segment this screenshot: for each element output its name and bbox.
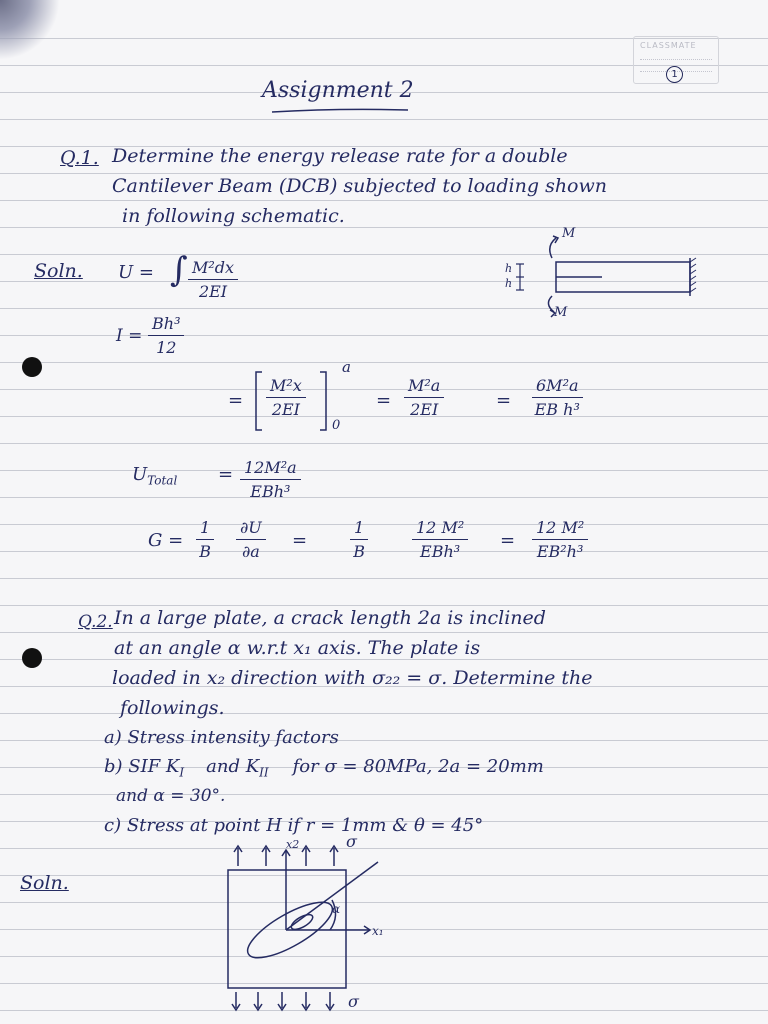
g-f1-denominator: B — [199, 542, 211, 561]
utotal-denominator: EBh³ — [250, 482, 291, 501]
g-f2-numerator: ∂U — [236, 518, 266, 540]
q2-part-a: a) Stress intensity factors — [104, 727, 339, 748]
g-f4-denominator: EBh³ — [420, 542, 461, 561]
utotal-symbol: U — [132, 464, 148, 485]
alpha-label: α — [332, 902, 341, 916]
step2-equals: = — [228, 390, 244, 411]
stamp-brand: CLASSMATE — [640, 41, 697, 50]
g-f3-numerator: 1 — [350, 518, 368, 540]
g-f4-numerator: 12 M² — [412, 518, 468, 540]
sigma-top-label: σ — [346, 832, 357, 851]
i-numerator: Bh³ — [148, 314, 184, 336]
page-number: 1 — [666, 66, 683, 83]
g-f2-denominator: ∂a — [241, 542, 260, 561]
g-f1-numerator: 1 — [196, 518, 214, 540]
q1-line: Cantilever Beam (DCB) subjected to loading shown — [112, 175, 607, 197]
step4-numerator: 6M²a — [532, 376, 583, 398]
q2-label: Q.2. — [78, 612, 113, 632]
limit-upper: a — [342, 358, 351, 376]
step3-denominator: 2EI — [410, 400, 439, 419]
q1-label: Q.1. — [60, 147, 99, 169]
dim-upper-label: h — [505, 262, 513, 275]
moment-top-label: M — [562, 226, 576, 241]
q2-b-and: and K — [206, 756, 260, 777]
q2-line: loaded in x₂ direction with σ₂₂ = σ. Determine the — [112, 667, 593, 689]
sigma-bottom-label: σ — [348, 992, 359, 1011]
q2-b-sub2: II — [259, 765, 269, 780]
utotal-equals: = — [218, 464, 234, 485]
step2-numerator: M²x — [266, 376, 306, 398]
q2-b-main: b) SIF K — [104, 756, 180, 777]
g-f5-numerator: 12 M² — [532, 518, 588, 540]
utotal-subscript: Total — [147, 473, 178, 488]
i-denominator: 12 — [156, 338, 177, 357]
step4-equals: = — [496, 390, 512, 411]
q2-part-c: c) Stress at point H if r = 1mm & θ = 45° — [104, 815, 484, 836]
i-lhs: I = — [116, 326, 143, 346]
x2-axis-label: x2 — [286, 838, 300, 851]
g-f5-denominator: EB²h³ — [536, 542, 584, 561]
g-lhs: G = — [148, 530, 184, 551]
g-equals-2: = — [292, 530, 308, 551]
q1-line: in following schematic. — [122, 205, 345, 227]
q2-line: In a large plate, a crack length 2a is inclined — [114, 607, 546, 629]
step4-denominator: EB h³ — [534, 400, 580, 419]
limit-lower: 0 — [332, 418, 341, 433]
g-f3-denominator: B — [353, 542, 365, 561]
g-equals-3: = — [500, 530, 516, 551]
x1-axis-label: x₁ — [372, 924, 384, 938]
step2-denominator: 2EI — [271, 400, 300, 419]
q2-line: followings. — [120, 697, 225, 719]
step3-numerator: M²a — [404, 376, 444, 398]
moment-bottom-label: M — [554, 305, 568, 320]
q2-line: at an angle α w.r.t x₁ axis. The plate is — [114, 637, 481, 659]
u-numerator: M²dx — [188, 258, 238, 280]
q2-b-cond: for σ = 80MPa, 2a = 20mm — [292, 756, 544, 777]
u-lhs: U = — [118, 262, 154, 283]
q2-b-sub1: I — [179, 765, 185, 780]
step3-equals: = — [376, 390, 392, 411]
q1-line: Determine the energy release rate for a double — [112, 145, 568, 167]
dim-lower-label: h — [505, 277, 513, 290]
soln1-label: Soln. — [34, 260, 83, 282]
page-title: Assignment 2 — [262, 78, 414, 103]
integral-sign: ∫ — [170, 250, 188, 290]
q2-part-b-cont: and α = 30°. — [116, 786, 226, 806]
soln2-label: Soln. — [20, 872, 69, 894]
utotal-numerator: 12M²a — [240, 458, 301, 480]
u-denominator: 2EI — [198, 282, 228, 301]
